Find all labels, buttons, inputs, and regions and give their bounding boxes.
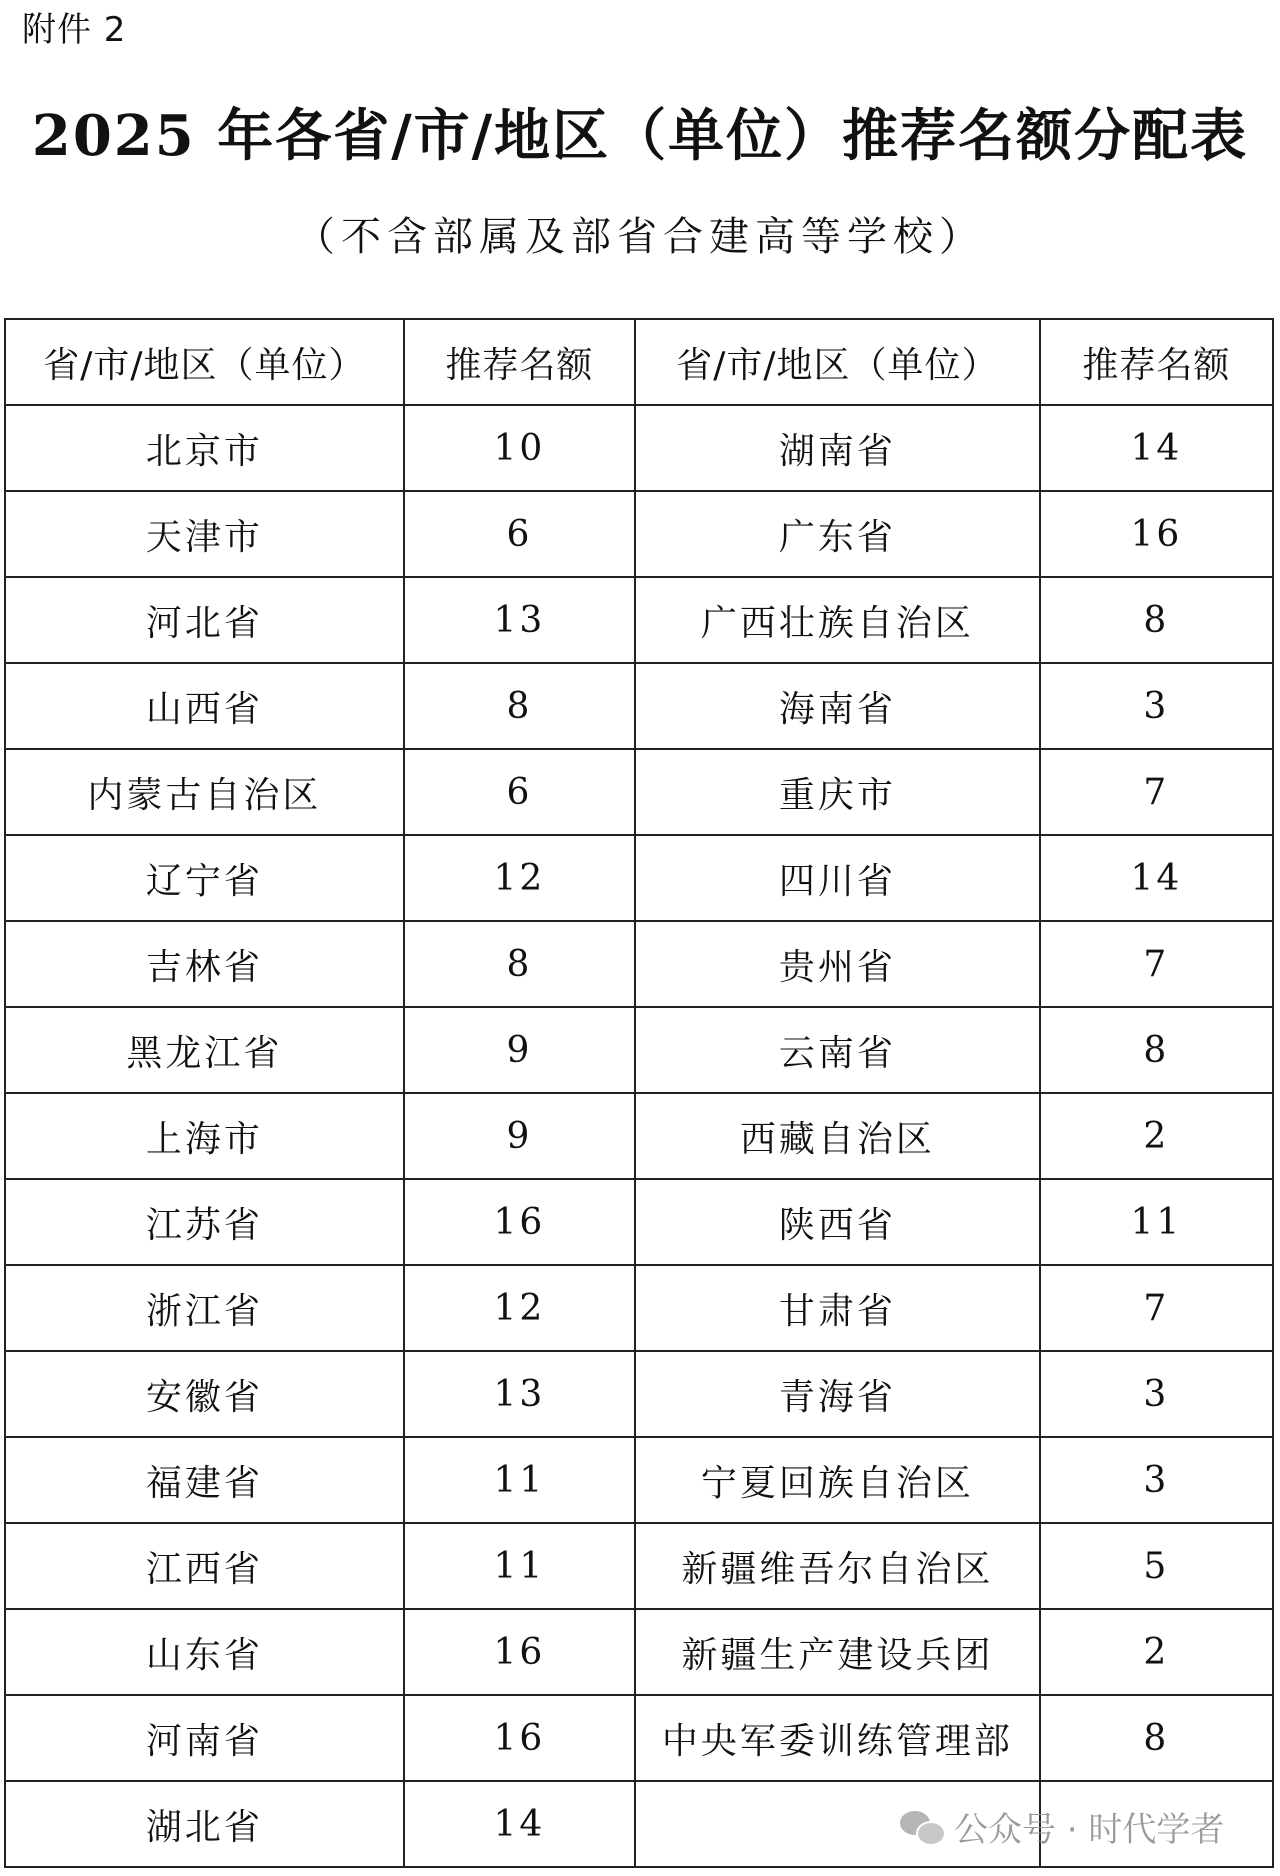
cell-quota-right: 8 <box>1040 577 1273 663</box>
cell-region-left: 湖北省 <box>5 1781 404 1867</box>
table-row <box>5 749 1273 835</box>
cell-quota-right: 5 <box>1040 1523 1273 1609</box>
cell-region-right: 宁夏回族自治区 <box>635 1437 1040 1523</box>
cell-quota-left: 13 <box>404 1351 635 1437</box>
cell-region-left: 山西省 <box>5 663 404 749</box>
cell-region-right: 新疆维吾尔自治区 <box>635 1523 1040 1609</box>
table-row <box>5 1523 1273 1609</box>
cell-quota-right: 7 <box>1040 749 1273 835</box>
cell-quota-left: 13 <box>404 577 635 663</box>
table-row <box>5 1695 1273 1781</box>
cell-quota-right: 16 <box>1040 491 1273 577</box>
cell-quota-left: 11 <box>404 1523 635 1609</box>
cell-region-left: 黑龙江省 <box>5 1007 404 1093</box>
cell-region-left: 河南省 <box>5 1695 404 1781</box>
quota-table <box>4 318 1274 1868</box>
cell-quota-left: 6 <box>404 491 635 577</box>
cell-region-left: 吉林省 <box>5 921 404 1007</box>
document-subtitle: （不含部属及部省合建高等学校） <box>295 214 985 260</box>
cell-quota-right: 7 <box>1040 1265 1273 1351</box>
cell-region-right: 新疆生产建设兵团 <box>635 1609 1040 1695</box>
cell-quota-left: 10 <box>404 405 635 491</box>
cell-quota-right: 14 <box>1040 835 1273 921</box>
cell-quota-left: 6 <box>404 749 635 835</box>
cell-quota-right: 2 <box>1040 1609 1273 1695</box>
table-row <box>5 1093 1273 1179</box>
cell-region-right: 陕西省 <box>635 1179 1040 1265</box>
cell-region-left: 山东省 <box>5 1609 404 1695</box>
table-row <box>5 1007 1273 1093</box>
cell-quota-left: 16 <box>404 1609 635 1695</box>
table-row <box>5 577 1273 663</box>
header-quota-right: 推荐名额 <box>1040 319 1273 405</box>
cell-quota-left: 8 <box>404 663 635 749</box>
table-row <box>5 491 1273 577</box>
cell-quota-left: 8 <box>404 921 635 1007</box>
cell-region-right: 贵州省 <box>635 921 1040 1007</box>
cell-quota-right: 8 <box>1040 1695 1273 1781</box>
cell-quota-right: 11 <box>1040 1179 1273 1265</box>
cell-region-right: 广西壮族自治区 <box>635 577 1040 663</box>
header-quota-left: 推荐名额 <box>404 319 635 405</box>
table-row <box>5 1609 1273 1695</box>
cell-region-right: 中央军委训练管理部 <box>635 1695 1040 1781</box>
cell-region-left: 上海市 <box>5 1093 404 1179</box>
table-row <box>5 921 1273 1007</box>
document-title: 2025 年各省/市/地区（单位）推荐名额分配表 <box>31 103 1249 169</box>
attachment-label: 附件 2 <box>22 10 127 50</box>
cell-quota-left: 11 <box>404 1437 635 1523</box>
cell-quota-right: 8 <box>1040 1007 1273 1093</box>
cell-region-left: 江西省 <box>5 1523 404 1609</box>
watermark <box>900 1802 1224 1851</box>
table-header-row <box>5 319 1273 405</box>
cell-quota-right: 2 <box>1040 1093 1273 1179</box>
table-row <box>5 1351 1273 1437</box>
header-region-right: 省/市/地区（单位） <box>635 319 1040 405</box>
cell-region-right: 云南省 <box>635 1007 1040 1093</box>
table-row <box>5 663 1273 749</box>
cell-quota-right: 3 <box>1040 1437 1273 1523</box>
cell-region-right: 青海省 <box>635 1351 1040 1437</box>
cell-region-right: 湖南省 <box>635 405 1040 491</box>
cell-quota-left: 16 <box>404 1179 635 1265</box>
cell-region-right: 西藏自治区 <box>635 1093 1040 1179</box>
cell-region-right: 重庆市 <box>635 749 1040 835</box>
table-row <box>5 1265 1273 1351</box>
cell-quota-left: 12 <box>404 835 635 921</box>
cell-region-left: 浙江省 <box>5 1265 404 1351</box>
cell-region-right: 海南省 <box>635 663 1040 749</box>
cell-region-left: 内蒙古自治区 <box>5 749 404 835</box>
cell-quota-left: 9 <box>404 1007 635 1093</box>
cell-region-left: 江苏省 <box>5 1179 404 1265</box>
table-row <box>5 835 1273 921</box>
cell-region-right: 广东省 <box>635 491 1040 577</box>
wechat-icon <box>900 1809 944 1845</box>
cell-quota-left: 16 <box>404 1695 635 1781</box>
watermark-text: 公众号 · 时代学者 <box>954 1810 1225 1850</box>
table-body <box>5 405 1273 1867</box>
cell-quota-right: 3 <box>1040 663 1273 749</box>
cell-region-left: 天津市 <box>5 491 404 577</box>
cell-quota-left: 9 <box>404 1093 635 1179</box>
table-row <box>5 1437 1273 1523</box>
cell-quota-right: 3 <box>1040 1351 1273 1437</box>
header-region-left: 省/市/地区（单位） <box>5 319 404 405</box>
cell-region-left: 安徽省 <box>5 1351 404 1437</box>
cell-quota-left: 14 <box>404 1781 635 1867</box>
table-row <box>5 1179 1273 1265</box>
cell-region-left: 辽宁省 <box>5 835 404 921</box>
cell-quota-right: 14 <box>1040 405 1273 491</box>
cell-quota-left: 12 <box>404 1265 635 1351</box>
cell-region-right: 四川省 <box>635 835 1040 921</box>
cell-quota-right: 7 <box>1040 921 1273 1007</box>
cell-region-left: 福建省 <box>5 1437 404 1523</box>
cell-region-right: 甘肃省 <box>635 1265 1040 1351</box>
cell-region-left: 河北省 <box>5 577 404 663</box>
cell-region-left: 北京市 <box>5 405 404 491</box>
table-row <box>5 405 1273 491</box>
